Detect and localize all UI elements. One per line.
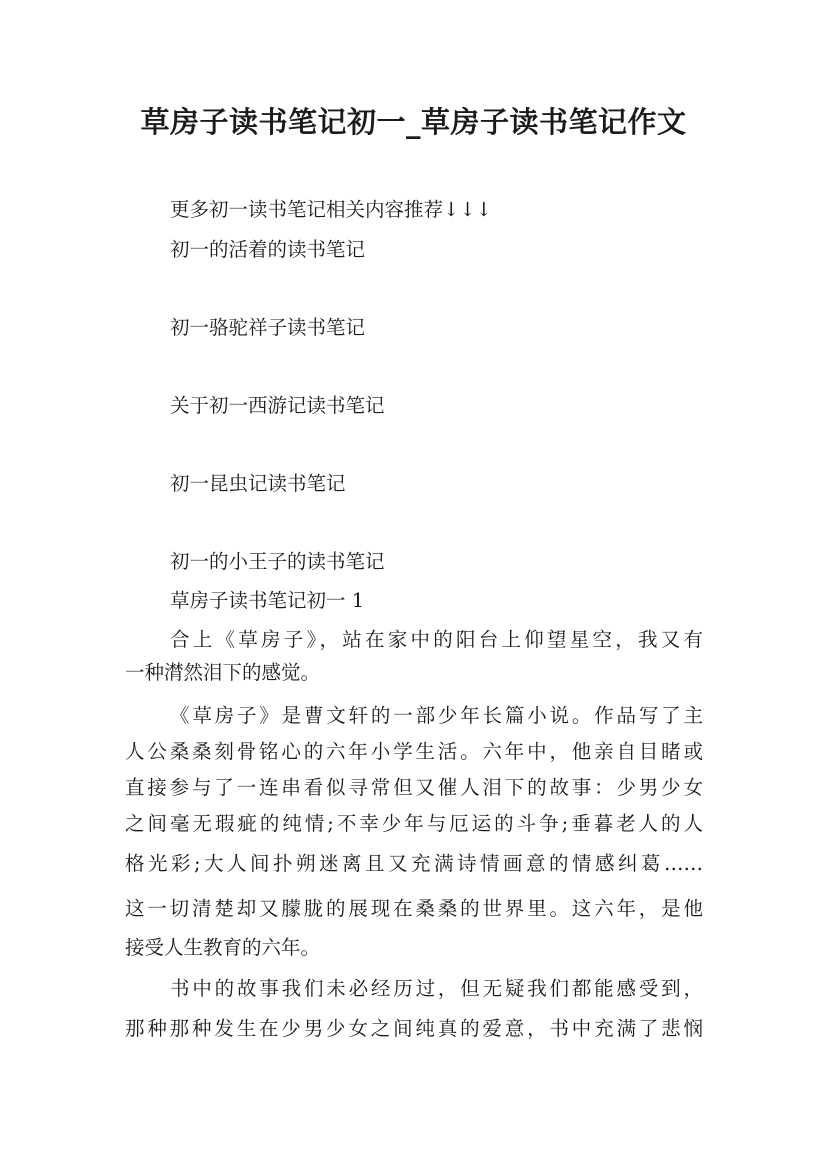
paragraph-line: 格光彩;大人间扑朔迷离且又充满诗情画意的情感纠葛……: [125, 852, 703, 875]
paragraph-line: 一种潸然泪下的感觉。: [125, 661, 321, 684]
paragraph-line: 合上《草房子》，站在家中的阳台上仰望星空，我又有: [170, 628, 703, 651]
paragraph-line: 直接参与了一连串看似寻常但又催人泪下的故事：少男少女: [125, 776, 703, 799]
paragraph-line: 之间毫无瑕疵的纯情;不幸少年与厄运的斗争;垂暮老人的人: [125, 812, 703, 835]
recommend-link[interactable]: 关于初一西游记读书笔记: [170, 394, 385, 417]
recommend-link[interactable]: 初一昆虫记读书笔记: [170, 472, 346, 495]
paragraph-line: 《草房子》是曹文轩的一部少年长篇小说。作品写了主: [170, 704, 703, 727]
recommend-link[interactable]: 初一的活着的读书笔记: [170, 238, 366, 261]
paragraph-line: 这一切清楚却又朦胧的展现在桑桑的世界里。这六年，是他: [125, 897, 703, 920]
paragraph-line: 人公桑桑刻骨铭心的六年小学生活。六年中，他亲自目睹或: [125, 740, 703, 763]
paragraph-line: 书中的故事我们未必经历过，但无疑我们都能感受到，: [170, 977, 703, 1000]
paragraph-line: 接受人生教育的六年。: [125, 936, 321, 959]
section-heading: 草房子读书笔记初一 1: [170, 589, 365, 612]
recommend-link[interactable]: 初一骆驼祥子读书笔记: [170, 316, 366, 339]
recommend-link[interactable]: 初一的小王子的读书笔记: [170, 550, 385, 573]
paragraph-line: 那种那种发生在少男少女之间纯真的爱意，书中充满了悲悯: [125, 1017, 703, 1040]
recommend-intro: 更多初一读书笔记相关内容推荐↓↓↓: [170, 198, 493, 221]
page-title: 草房子读书笔记初一_草房子读书笔记作文: [140, 105, 687, 139]
